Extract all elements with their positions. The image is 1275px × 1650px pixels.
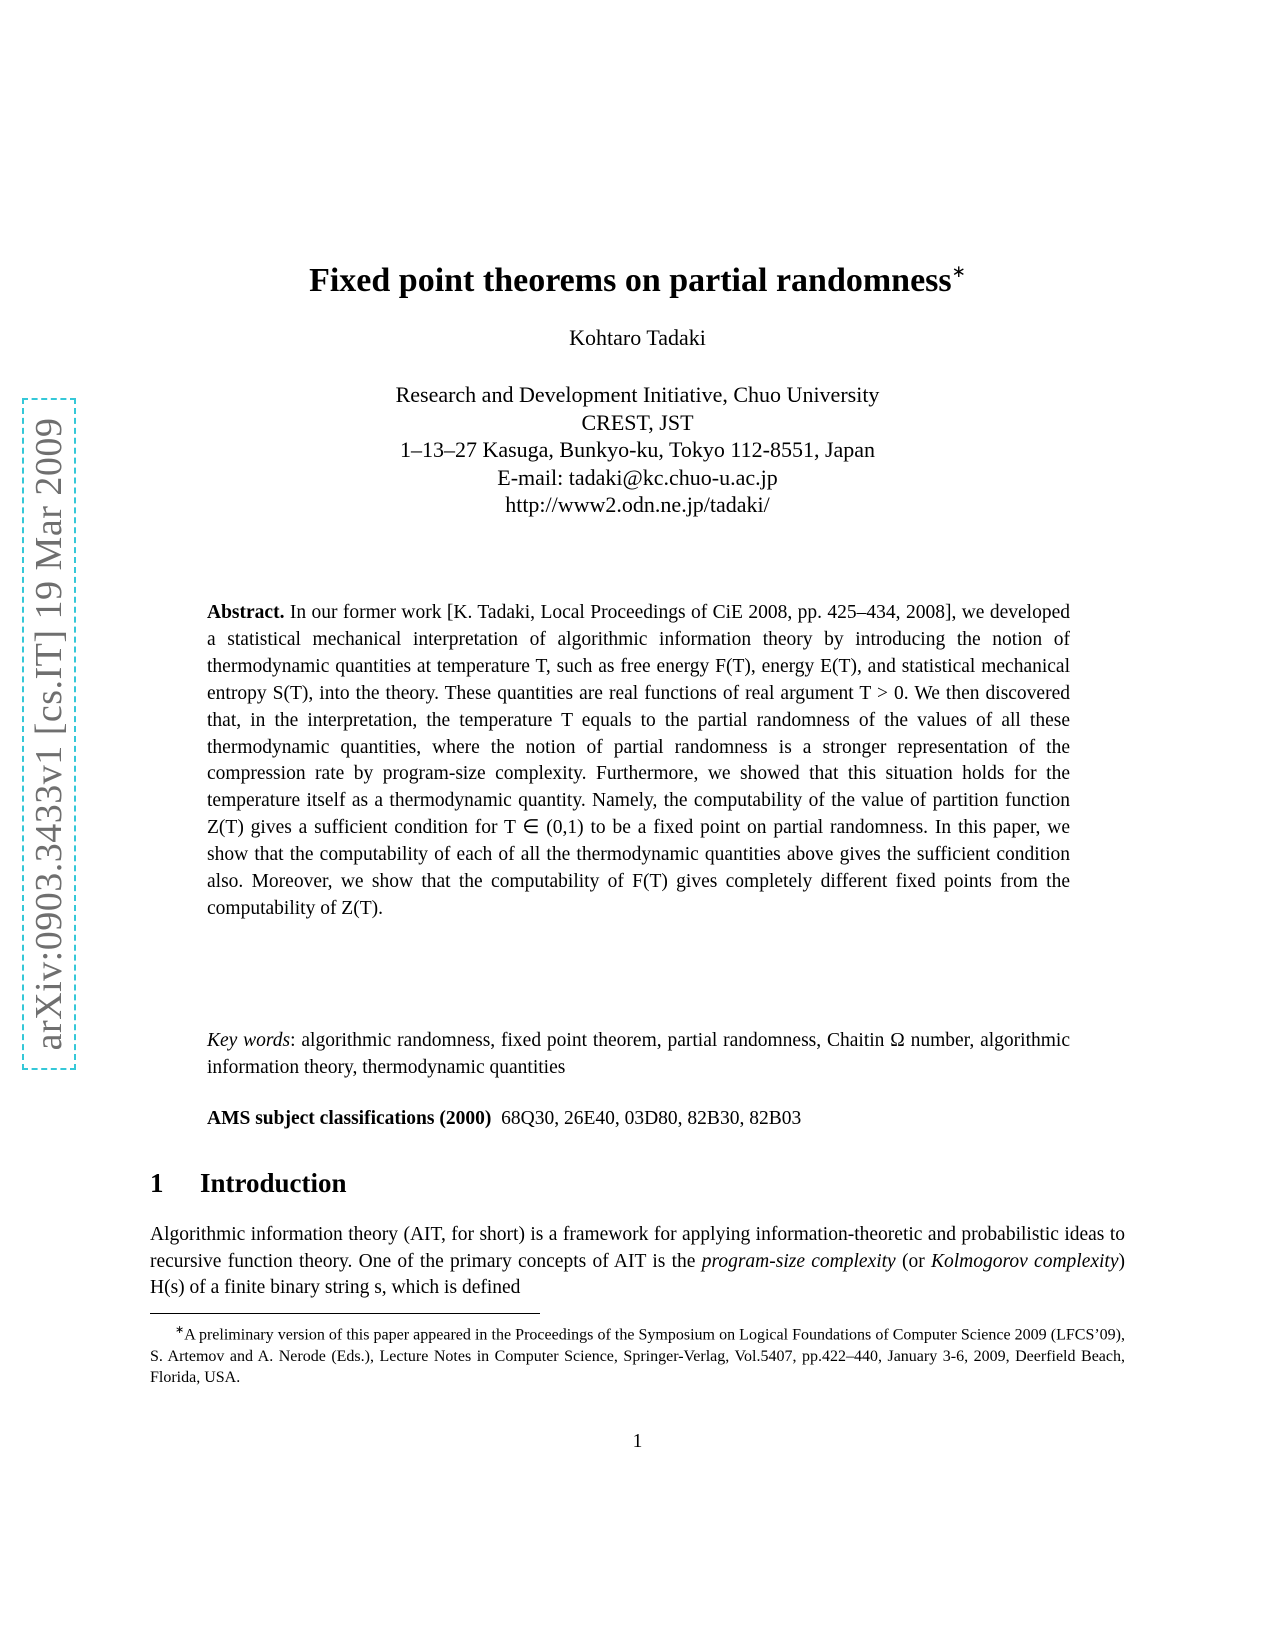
keywords: Key words: algorithmic randomness, fixed point theorem, partial randomness, Chaitin Ω number, algorithmic information theory, thermodynamic quantities [207,1030,1070,1078]
keywords-text: algorithmic randomness, fixed point theorem, partial randomness, Chaitin Ω number, algorithmic information theory, thermodynamic quantities [207,1030,1070,1078]
affiliation-line: 1–13–27 Kasuga, Bunkyo-ku, Tokyo 112-8551, Japan [399,437,876,462]
intro-text: (or [895,1250,931,1272]
abstract [207,600,1070,923]
intro-term: program-size complexity [701,1250,896,1272]
intro-text: Algorithmic information theory (AIT, for short) is a framework for applying information-theoretic and probabilistic ideas to recursive function theory. One of the primary concepts of AIT is the [150,1224,1125,1272]
section-number: 1 [150,1168,164,1198]
section-heading [150,1168,347,1199]
email-line: E-mail: tadaki@kc.chuo-u.ac.jp [497,464,778,490]
keywords-label: Key words [207,1030,291,1051]
affiliation-block [0,381,1275,519]
page-number: 1 [632,1431,643,1452]
ams-codes: 68Q30, 26E40, 03D80, 82B30, 82B03 [501,1108,802,1129]
footnote-divider [150,1313,540,1314]
footnote-mark: ∗ [175,1324,185,1336]
affiliation-line: Research and Development Initiative, Chuo University [395,382,880,407]
intro-term: Kolmogorov complexity [931,1250,1119,1272]
ams-classifications [207,1106,1070,1132]
paper-title-text: Fixed point theorems on partial randomness [309,262,952,299]
arxiv-stamp-text: arXiv:0903.3433v1 [cs.IT] 19 Mar 2009 [28,417,70,1051]
intro-text: ) H(s) of a finite binary string s, which is defined [150,1250,1125,1298]
footnote [150,1320,1125,1389]
abstract-text: In our former work [K. Tadaki, Local Proceedings of CiE 2008, pp. 425–434, 2008], we developed a statistical mechanical interpretation of algorithmic information theory by introducing the notion of thermodynamic quantities at temperature T, such as free energy F(T), energy E(T), and statistical mechanical entropy S(T), into the theory. These quantities are real functions of real argument T > 0. We then discovered that, in the interpretation, the temperature T equals to the partial randomness of the values of all these thermodynamic quantities, where the notion of partial randomness is a stronger representation of the compression rate by program-size complexity. Furthermore, we showed that this situation holds for the temperature itself as a thermodynamic quantity. Namely, the computability of the value of partition function Z(T) gives a sufficient condition for T ∈ (0,1) to be a fixed point on partial randomness. In this paper, we show that the computability of each of all the thermodynamic quantities above gives the sufficient condition also. Moreover, we show that the computability of F(T) gives completely different fixed points from the computability of Z(T). [207,602,1071,919]
footnote-text: A preliminary version of this paper appeared in the Proceedings of the Symposium on Logical Foundations of Computer Science 2009 (LFCS’09), S. Artemov and A. Nerode (Eds.), Lecture Notes in Computer Science, Springer-Verlag, Vol.5407, pp.422–440, January 3-6, 2009, Deerfield Beach, Florida, USA. [150,1326,1125,1387]
title-footnote-mark: ∗ [951,261,966,281]
author-name: Kohtaro Tadaki [569,325,706,350]
intro-paragraph [150,1222,1125,1302]
paper-title [0,262,1275,300]
affiliation-line: CREST, JST [581,409,694,435]
abstract-label: Abstract. [207,602,285,623]
homepage-line: http://www2.odn.ne.jp/tadaki/ [505,492,770,517]
ams-label: AMS subject classifications (2000) [207,1108,492,1129]
section-title: Introduction [200,1168,347,1198]
